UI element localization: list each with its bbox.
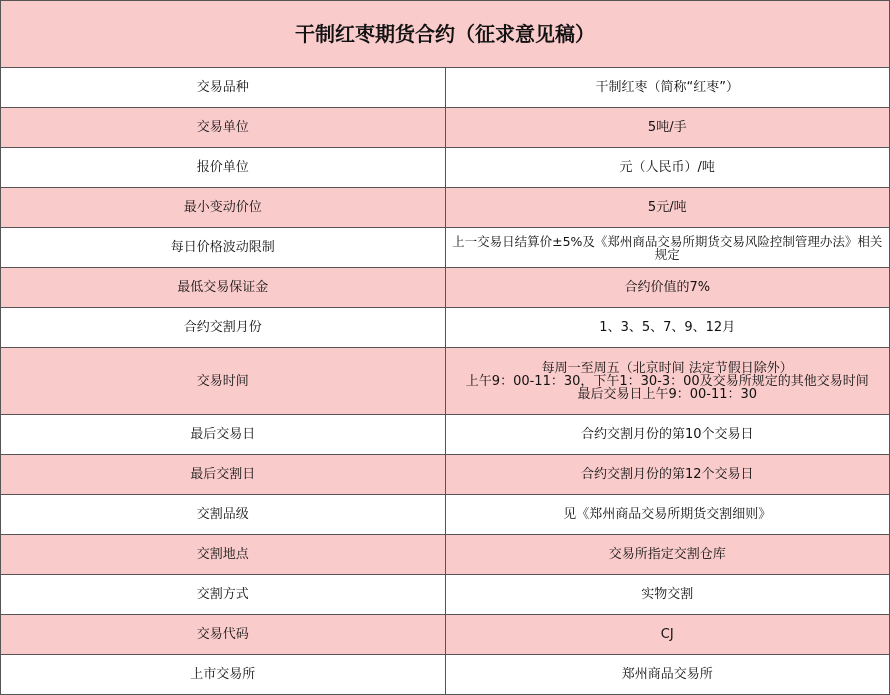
table-row	[1, 148, 890, 188]
row-value: 见《郑州商品交易所期货交割细则》	[445, 495, 890, 535]
table-row	[1, 68, 890, 108]
table-row	[1, 108, 890, 148]
row-value: 合约价值的7%	[445, 268, 890, 308]
table-row	[1, 228, 890, 268]
row-label: 交易品种	[1, 68, 446, 108]
row-value: 郑州商品交易所	[445, 655, 890, 695]
row-value: 合约交割月份的第12个交易日	[445, 455, 890, 495]
row-label: 交割地点	[1, 535, 446, 575]
row-label: 交割方式	[1, 575, 446, 615]
row-label: 交易代码	[1, 615, 446, 655]
row-label: 上市交易所	[1, 655, 446, 695]
row-label: 每日价格波动限制	[1, 228, 446, 268]
row-label: 合约交割月份	[1, 308, 446, 348]
title-row	[1, 1, 890, 68]
table-row	[1, 615, 890, 655]
row-value: 元（人民币）/吨	[445, 148, 890, 188]
row-value: 1、3、5、7、9、12月	[445, 308, 890, 348]
row-label: 最后交割日	[1, 455, 446, 495]
table-row	[1, 268, 890, 308]
table-row	[1, 348, 890, 415]
row-label: 交易时间	[1, 348, 446, 415]
row-label: 最后交易日	[1, 415, 446, 455]
row-value: 5元/吨	[445, 188, 890, 228]
row-value-multiline	[445, 348, 890, 415]
table-row	[1, 188, 890, 228]
row-label: 交割品级	[1, 495, 446, 535]
row-label: 交易单位	[1, 108, 446, 148]
table-title: 干制红枣期货合约（征求意见稿）	[1, 1, 890, 68]
row-label: 报价单位	[1, 148, 446, 188]
row-value: 上一交易日结算价±5%及《郑州商品交易所期货交易风险控制管理办法》相关规定	[445, 228, 890, 268]
table-row	[1, 415, 890, 455]
row-label: 最低交易保证金	[1, 268, 446, 308]
table-row	[1, 495, 890, 535]
table-row	[1, 575, 890, 615]
row-value: CJ	[445, 615, 890, 655]
trading-time-line: 上午9：00-11：30，下午1：30-3：00及交易所规定的其他交易时间	[465, 373, 869, 389]
row-value: 交易所指定交割仓库	[445, 535, 890, 575]
row-label: 最小变动价位	[1, 188, 446, 228]
row-value: 5吨/手	[445, 108, 890, 148]
row-value: 干制红枣（简称“红枣”）	[445, 68, 890, 108]
table-row	[1, 655, 890, 695]
table-row	[1, 535, 890, 575]
table-row	[1, 455, 890, 495]
row-value: 实物交割	[445, 575, 890, 615]
trading-time-line: 每周一至周五（北京时间 法定节假日除外）	[541, 360, 793, 376]
table-row	[1, 308, 890, 348]
row-value: 合约交割月份的第10个交易日	[445, 415, 890, 455]
trading-time-line: 最后交易日上午9：00-11：30	[577, 386, 758, 402]
